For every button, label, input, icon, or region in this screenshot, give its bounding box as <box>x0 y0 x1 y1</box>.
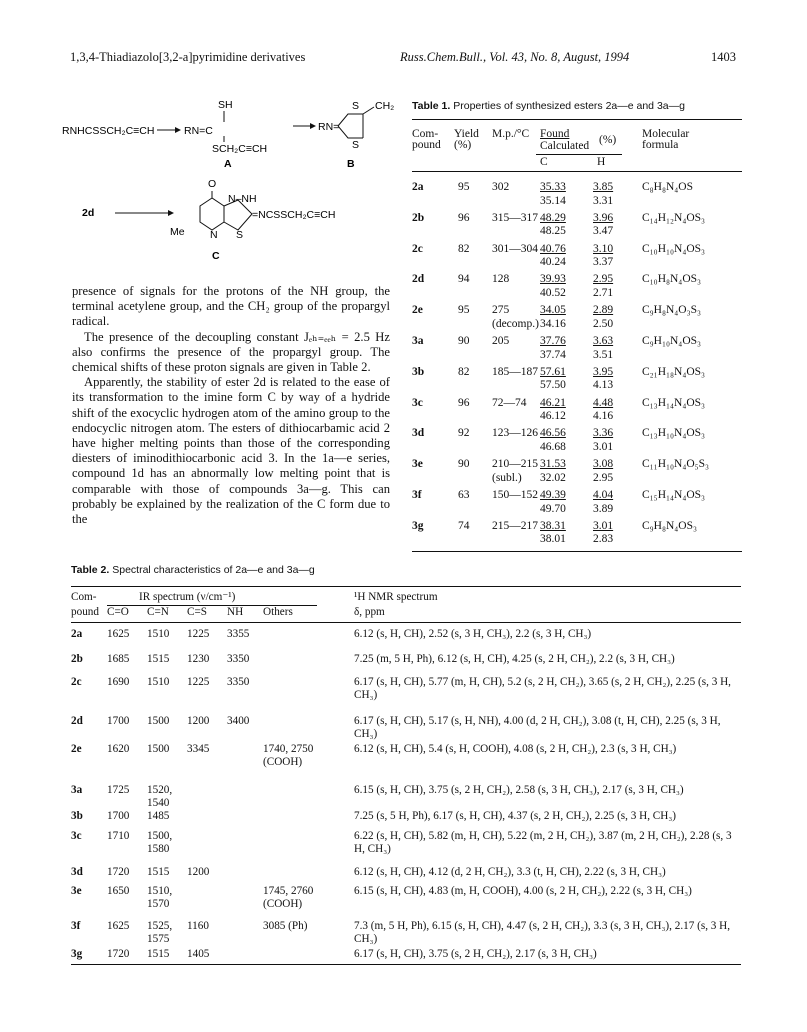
table-rule <box>71 964 741 965</box>
ir-cn: 1525, 1575 <box>147 920 173 945</box>
c-found: 46.56 <box>540 427 566 440</box>
molecular-formula: C₁₀H₈N₄OS₃ <box>642 273 702 286</box>
c-found: 38.31 <box>540 519 566 532</box>
compound-id: 3g <box>412 519 424 532</box>
c-calc: 35.14 <box>540 194 566 207</box>
table2 <box>71 586 741 986</box>
t2-header-co: C=O <box>107 606 129 618</box>
nmr-shifts: 7.25 (m, 5 H, Ph), 6.12 (s, H, CH), 4.25 (s, 2 H, CH₂), 2.2 (s, 3 H, CH₃) <box>354 653 675 665</box>
c-calc: 40.52 <box>540 286 566 299</box>
t1-header-yield: Yield (%) <box>454 128 479 151</box>
h-calc: 4.13 <box>593 379 614 392</box>
h-calc: 4.16 <box>593 410 614 423</box>
t2-header-nh: NH <box>227 606 244 618</box>
c-calc: 49.70 <box>540 502 566 515</box>
table-rule <box>412 119 742 120</box>
yield-value: 94 <box>458 273 470 286</box>
molecular-formula: C₁₁H₁₀N₄O₅S₃ <box>642 458 710 471</box>
compound-id: 3b <box>71 810 83 822</box>
compound-id: 2e <box>412 304 423 317</box>
h-calc: 2.71 <box>593 286 614 299</box>
arrow-icon <box>310 123 316 129</box>
t1-header-calculated: Calculated <box>540 140 590 152</box>
c-found: 46.21 <box>540 396 566 409</box>
nmr-shifts: 6.22 (s, H, CH), 5.82 (m, H, CH), 5.22 (m, 2 H, CH₂), 3.87 (m, 2 H, CH₂), 2.28 (s, 3 H, CH₃) <box>354 830 732 855</box>
scheme-start: RNHCSSCH₂C≡CH <box>62 125 155 137</box>
scheme-b-rn: RN= <box>318 121 340 133</box>
mp-value: 215—217 <box>492 519 538 532</box>
nmr-shifts: 7.25 (s, 5 H, Ph), 6.17 (s, H, CH), 4.37 (s, 2 H, CH₂), 2.25 (s, 3 H, CH₃) <box>354 810 676 822</box>
h-found: 3.10 <box>593 242 614 255</box>
nmr-shifts: 6.15 (s, H, CH), 4.83 (m, H, COOH), 4.00 (s, 2 H, CH₂), 2.22 (s, 3 H, CH₃) <box>354 885 692 897</box>
t2-header-cs: C=S <box>187 606 207 618</box>
mp-value: 150—152 <box>492 489 538 501</box>
nmr-shifts: 6.17 (s, H, CH), 5.17 (s, H, NH), 4.00 (d, 2 H, CH₂), 3.08 (t, H, CH), 2.25 (s, 3 H, CH₃) <box>354 715 721 740</box>
c-calc: 38.01 <box>540 533 566 546</box>
compound-id: 2b <box>71 653 83 665</box>
mp-value: 302 <box>492 181 510 193</box>
scheme-label-c: C <box>212 250 220 262</box>
scheme-2d: 2d <box>82 207 95 219</box>
ir-co: 1725 <box>107 784 130 796</box>
mp-note: (subl.) <box>492 471 522 484</box>
compound-id: 3c <box>71 830 82 842</box>
mp-value: 301—304 <box>492 242 538 255</box>
mp-value: 128 <box>492 273 510 286</box>
yield-value: 90 <box>458 458 470 471</box>
nmr-shifts: 6.12 (s, H, CH), 5.4 (s, H, COOH), 4.08 (s, 2 H, CH₂), 2.3 (s, 3 H, CH₃) <box>354 743 677 755</box>
molecular-formula: C₁₃H₁₀N₄OS₃ <box>642 427 706 440</box>
ir-cs: 1225 <box>187 676 210 688</box>
mp-value: 205 <box>492 335 510 347</box>
table-rule <box>71 586 741 587</box>
c-found: 35.33 <box>540 181 566 193</box>
c-calc: 37.74 <box>540 348 566 361</box>
t1-header-mp: M.p./°C <box>492 128 530 140</box>
c-found: 40.76 <box>540 242 566 255</box>
table2-caption-label: Table 2. <box>71 564 110 576</box>
ir-others: 1745, 2760 (COOH) <box>263 885 314 910</box>
ir-cn: 1485 <box>147 810 170 822</box>
molecular-formula: C₈H₈N₄OS <box>642 181 694 193</box>
ir-cn: 1510 <box>147 676 170 688</box>
h-calc: 3.47 <box>593 225 614 238</box>
t2-header-compound-1: Com- <box>71 591 97 603</box>
h-calc: 3.31 <box>593 194 614 207</box>
h-found: 3.01 <box>593 519 614 532</box>
compound-id: 3d <box>71 866 83 878</box>
t2-header-compound-2: pound <box>71 606 99 618</box>
yield-value: 82 <box>458 242 470 255</box>
ir-cs: 1225 <box>187 628 210 640</box>
h-found: 4.48 <box>593 396 614 409</box>
c-calc: 34.16 <box>540 317 566 330</box>
table2-caption <box>71 564 315 576</box>
c-found: 39.93 <box>540 273 566 286</box>
scheme-c-s: S <box>236 229 244 241</box>
compound-id: 3a <box>71 784 83 796</box>
scheme-label-a: A <box>224 158 232 170</box>
compound-id: 2c <box>71 676 82 688</box>
compound-id: 2a <box>412 181 424 193</box>
molecular-formula: C₉H₁₀N₄OS₃ <box>642 335 702 347</box>
molecular-formula: C₂₁H₁₈N₄OS₃ <box>642 365 706 378</box>
ir-cn: 1510 <box>147 628 170 640</box>
page-number: 1403 <box>711 50 736 64</box>
compound-id: 3f <box>71 920 81 932</box>
ir-co: 1720 <box>107 866 130 878</box>
table1 <box>412 119 742 549</box>
compound-id: 3e <box>412 458 423 471</box>
ir-cs: 1200 <box>187 866 210 878</box>
nmr-shifts: 6.12 (s, H, CH), 2.52 (s, 3 H, CH₃), 2.2 (s, 3 H, CH₃) <box>354 628 592 640</box>
h-calc: 2.83 <box>593 533 614 546</box>
nmr-shifts: 6.12 (s, H, CH), 4.12 (d, 2 H, CH₂), 3.3 (t, H, CH), 2.22 (s, 3 H, CH₃) <box>354 866 666 878</box>
scheme-c-nh: N–NH <box>228 193 257 205</box>
table-rule <box>412 551 742 552</box>
h-found: 3.96 <box>593 211 614 224</box>
h-found: 3.95 <box>593 365 614 378</box>
c-calc: 57.50 <box>540 379 566 392</box>
nmr-shifts: 6.17 (s, H, CH), 5.77 (m, H, CH), 5.2 (s, 2 H, CH₂), 3.65 (s, 2 H, CH₂), 2.25 (s, 3 H, CH₃) <box>354 676 731 701</box>
table2-caption-text: Spectral characteristics of 2a—e and 3a—g <box>112 564 315 576</box>
compound-id: 2c <box>412 242 423 255</box>
nmr-shifts: 7.3 (m, 5 H, Ph), 6.15 (s, H, CH), 4.47 (s, 2 H, CH₂), 3.3 (s, 3 H, CH₃), 2.17 (s, 3 H, CH₃) <box>354 920 731 945</box>
c-calc: 40.24 <box>540 256 566 269</box>
c-found: 57.61 <box>540 365 566 378</box>
compound-id: 3f <box>412 489 422 501</box>
compound-id: 3c <box>412 396 423 409</box>
t2-header-others: Others <box>263 606 293 618</box>
t1-header-percent: (%) <box>599 134 617 146</box>
table-rule <box>412 171 742 172</box>
ir-co: 1690 <box>107 676 130 688</box>
compound-id: 2d <box>412 273 425 286</box>
h-calc: 3.89 <box>593 502 614 515</box>
t2-header-ir: IR spectrum (ν/cm⁻¹) <box>139 591 236 603</box>
yield-value: 63 <box>458 489 470 501</box>
c-calc: 46.12 <box>540 410 566 423</box>
table1-caption <box>412 100 685 112</box>
ir-cn: 1500, 1580 <box>147 830 173 855</box>
compound-id: 2b <box>412 211 425 224</box>
compound-id: 3b <box>412 365 425 378</box>
t1-header-found: Found <box>540 128 570 140</box>
molecular-formula: C₉H₈N₄OS₃ <box>642 519 698 532</box>
compound-id: 3a <box>412 335 424 347</box>
ir-co: 1625 <box>107 628 130 640</box>
ir-cn: 1510, 1570 <box>147 885 173 910</box>
c-found: 37.76 <box>540 335 566 347</box>
ir-others: 3085 (Ph) <box>263 920 308 932</box>
molecular-formula: C₁₃H₁₄N₄OS₃ <box>642 396 706 409</box>
compound-id: 3d <box>412 427 425 440</box>
ir-nh: 3350 <box>227 653 250 665</box>
c-found: 49.39 <box>540 489 566 501</box>
scheme-a-sh: SH <box>218 99 233 111</box>
t1-header-c: C <box>540 156 548 168</box>
table1-caption-label: Table 1. <box>412 100 451 112</box>
h-calc: 3.51 <box>593 348 614 361</box>
mp-note: (decomp.) <box>492 317 539 330</box>
compound-id: 2a <box>71 628 83 640</box>
scheme-c-me: Me <box>170 226 185 238</box>
molecular-formula: C₉H₈N₄O₃S₃ <box>642 304 702 317</box>
ir-cn: 1520, 1540 <box>147 784 173 809</box>
ir-co: 1620 <box>107 743 130 755</box>
mp-value: 275 <box>492 304 510 317</box>
ir-cs: 1405 <box>187 948 210 960</box>
compound-id: 3e <box>71 885 82 897</box>
scheme-b-ch2: CH₂ <box>375 100 395 112</box>
ir-cn: 1500 <box>147 743 170 755</box>
t2-header-nmr-unit: δ, ppm <box>354 606 385 618</box>
nmr-shifts: 6.17 (s, H, CH), 3.75 (s, 2 H, CH₂), 2.17 (s, 3 H, CH₃) <box>354 948 597 960</box>
scheme-b-s1: S <box>352 100 360 112</box>
c-calc: 46.68 <box>540 440 566 453</box>
t1-header-formula: Molecular formula <box>642 128 690 151</box>
mp-value: 123—126 <box>492 427 538 440</box>
h-found: 3.85 <box>593 181 614 193</box>
table-row <box>412 520 742 560</box>
yield-value: 74 <box>458 519 470 532</box>
molecular-formula: C₁₀H₁₀N₄OS₃ <box>642 242 706 255</box>
yield-value: 82 <box>458 365 470 378</box>
scheme-a-sch2: SCH₂C≡CH <box>212 143 268 155</box>
ir-cn: 1500 <box>147 715 170 727</box>
t2-header-cn: C=N <box>147 606 169 618</box>
mp-value: 210—215 <box>492 458 538 471</box>
ir-nh: 3400 <box>227 715 250 727</box>
ir-cs: 1160 <box>187 920 209 932</box>
ir-cs: 1230 <box>187 653 210 665</box>
ir-co: 1710 <box>107 830 130 842</box>
h-calc: 3.37 <box>593 256 614 269</box>
running-title: 1,3,4-Thiadiazolo[3,2-a]pyrimidine derivatives <box>70 50 306 64</box>
mp-value: 315—317 <box>492 211 538 224</box>
scheme-c-sub: =NCSSCH₂C≡CH <box>252 209 336 221</box>
t2-header-nmr: ¹H NMR spectrum <box>354 591 438 603</box>
t1-header-compound: Com- pound <box>412 128 441 151</box>
yield-value: 96 <box>458 211 470 224</box>
ir-co: 1650 <box>107 885 130 897</box>
scheme-label-b: B <box>347 158 355 170</box>
mp-value: 185—187 <box>492 365 538 378</box>
journal-citation: Russ.Chem.Bull., Vol. 43, No. 8, August, 1994 <box>400 50 630 64</box>
c-found: 48.29 <box>540 211 566 224</box>
table-rule <box>536 154 622 155</box>
arrow-icon <box>168 210 174 216</box>
h-found: 3.63 <box>593 335 614 347</box>
ir-co: 1700 <box>107 715 130 727</box>
ir-others: 1740, 2750 (COOH) <box>263 743 314 768</box>
ir-co: 1720 <box>107 948 130 960</box>
scheme-a-rn: RN=C <box>184 125 213 137</box>
yield-value: 95 <box>458 181 470 193</box>
t1-header-h: H <box>597 156 606 168</box>
body-text <box>72 284 390 527</box>
scheme-c-o: O <box>208 178 217 190</box>
compound-id: 2d <box>71 715 83 727</box>
paragraph: Apparently, the stability of ester 2d is related to the ease of its transformation to the imine form C by way of a hydride shift of the exocyclic hydrogen atom of the amino group to the endocyclic nitrogen atom. The esters of dithiocarbamic acid 2 have higher melting points than those of the corresponding diesters of iminodithiocarbonic acid 3. In the 1a—e series, compound 1d has an abnormally low melting point that is comparable with those of compounds 3a—g. This can probably be explained by the realization of the C form due to the <box>72 375 390 527</box>
yield-value: 96 <box>458 396 470 409</box>
ir-co: 1625 <box>107 920 130 932</box>
ir-cs: 3345 <box>187 743 210 755</box>
table1-caption-text: Properties of synthesized esters 2a—e and 3a—g <box>453 100 685 112</box>
h-calc: 2.95 <box>593 471 614 484</box>
h-found: 2.95 <box>593 273 614 286</box>
h-found: 3.36 <box>593 427 614 440</box>
h-calc: 2.50 <box>593 317 614 330</box>
ir-co: 1685 <box>107 653 130 665</box>
table-rule <box>71 622 741 623</box>
ir-co: 1700 <box>107 810 130 822</box>
arrow-icon <box>175 127 181 133</box>
yield-value: 95 <box>458 304 470 317</box>
c-found: 31.53 <box>540 458 566 471</box>
ir-cn: 1515 <box>147 866 170 878</box>
ir-nh: 3350 <box>227 676 250 688</box>
molecular-formula: C₁₄H₁₂N₄OS₃ <box>642 211 706 224</box>
scheme-b-s2: S <box>352 139 360 151</box>
paragraph: presence of signals for the protons of the NH group, the terminal acetylene group, and the CH₂ group of the propargyl radical. <box>72 284 390 329</box>
nmr-shifts: 6.15 (s, H, CH), 3.75 (s, 2 H, CH₂), 2.58 (s, 3 H, CH₃), 2.17 (s, 3 H, CH₃) <box>354 784 684 796</box>
scheme-c-n: N <box>210 229 218 241</box>
h-found: 2.89 <box>593 304 614 317</box>
ir-nh: 3355 <box>227 628 250 640</box>
c-calc: 32.02 <box>540 471 566 484</box>
yield-value: 92 <box>458 427 470 440</box>
ir-cn: 1515 <box>147 948 170 960</box>
yield-value: 90 <box>458 335 470 347</box>
reaction-scheme <box>60 92 405 272</box>
c-found: 34.05 <box>540 304 566 317</box>
compound-id: 2e <box>71 743 82 755</box>
paragraph: The presence of the decoupling constant Jₑₕ₌ₑₑₕ = 2.5 Hz also confirms the presence of the propargyl group. The chemical shifts of these proton signals are given in Table 2. <box>72 329 390 375</box>
ir-cn: 1515 <box>147 653 170 665</box>
mp-value: 72—74 <box>492 396 527 409</box>
molecular-formula: C₁₅H₁₄N₄OS₃ <box>642 489 706 501</box>
compound-id: 3g <box>71 948 83 960</box>
h-found: 4.04 <box>593 489 614 501</box>
h-calc: 3.01 <box>593 440 614 453</box>
ir-cs: 1200 <box>187 715 210 727</box>
h-found: 3.08 <box>593 458 614 471</box>
c-calc: 48.25 <box>540 225 566 238</box>
